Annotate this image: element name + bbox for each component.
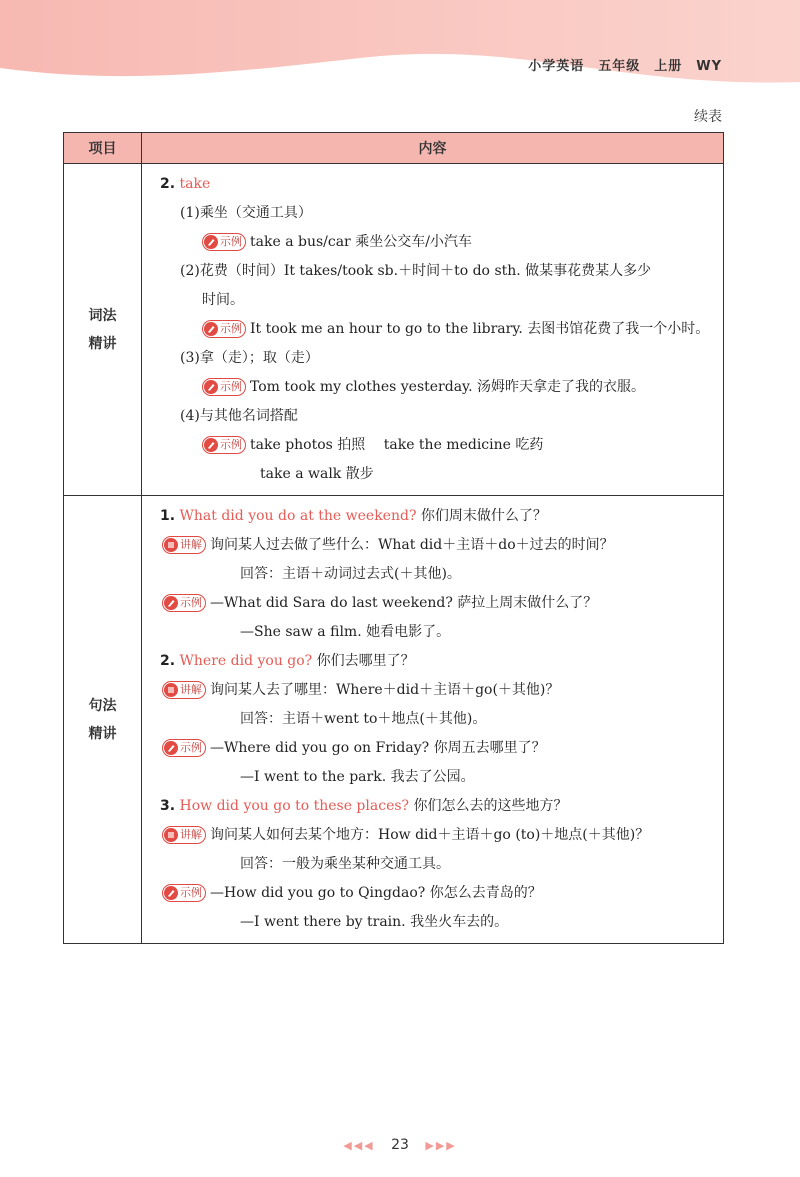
example-badge: 示例 (202, 378, 246, 396)
explain-line (160, 531, 717, 560)
translation: 你们怎么去的这些地方？ (413, 798, 568, 814)
explain-line (160, 821, 717, 850)
category-text: 句法 (88, 697, 117, 714)
table-header-row (64, 133, 724, 164)
example-line (160, 228, 717, 257)
explain-line (160, 676, 717, 705)
example-line (160, 373, 717, 402)
translation: 你们周末做什么了？ (420, 508, 547, 524)
pencil-icon (164, 886, 178, 900)
example-text: —What did Sara do last weekend? 萨拉上周末做什么了？ (210, 595, 598, 611)
pencil-icon (164, 741, 178, 755)
item-number: 1. (160, 508, 176, 524)
sentence-row (64, 496, 724, 944)
grade: 五年级 (598, 59, 641, 74)
explain-text: 询问某人过去做了些什么：What did＋主语＋do＋过去的时间？ (210, 537, 614, 553)
key-sentence: How did you go to these places? (179, 798, 410, 814)
sense-label: (4)与其他名词搭配 (180, 408, 298, 424)
category-text: 精讲 (88, 335, 117, 352)
example-badge: 示例 (162, 739, 206, 757)
edition: WY (696, 59, 722, 74)
key-sentence: What did you do at the weekend? (179, 508, 417, 524)
pencil-icon (164, 596, 178, 610)
example-line (160, 734, 717, 763)
vocab-content (142, 164, 724, 496)
answer-text: 回答：一般为乘坐某种交通工具。 (240, 856, 450, 872)
col-content-header: 内容 (142, 133, 724, 164)
explain-badge: 讲解 (162, 536, 206, 554)
answer-text: 回答：主语＋动词过去式(＋其他)。 (240, 566, 461, 582)
content-table (63, 132, 724, 944)
example-line (160, 879, 717, 908)
example-line (160, 589, 717, 618)
example-badge: 示例 (162, 884, 206, 902)
example-text: take a bus/car 乘坐公交车/小汽车 (250, 234, 472, 250)
lines-icon (164, 828, 178, 842)
lines-icon (164, 538, 178, 552)
example-line (160, 431, 717, 460)
example-text: take a walk 散步 (260, 466, 374, 482)
subject: 小学英语 (528, 59, 585, 74)
example-badge: 示例 (202, 436, 246, 454)
sentence-content (142, 496, 724, 944)
sense-label: (1)乘坐（交通工具） (180, 205, 312, 221)
continued-label: 续表 (694, 109, 722, 125)
translation: 你们去哪里了？ (316, 653, 415, 669)
right-arrows-icon: ▶▶▶ (425, 1139, 457, 1152)
example-text: —I went there by train. 我坐火车去的。 (240, 914, 509, 930)
category-text: 词法 (88, 307, 117, 324)
example-badge: 示例 (202, 320, 246, 338)
example-text: —Where did you go on Friday? 你周五去哪里了？ (210, 740, 546, 756)
sense-label-cont: 时间。 (202, 292, 244, 308)
item-number: 2. (160, 176, 176, 192)
col-item-header: 项目 (64, 133, 142, 164)
example-text: —She saw a film. 她看电影了。 (240, 624, 451, 640)
sense-label: (2)花费（时间）It takes/took sb.＋时间＋to do sth. 做某事花费某人多少 (180, 263, 652, 279)
explain-badge: 讲解 (162, 681, 206, 699)
explain-text: 询问某人去了哪里：Where＋did＋主语＋go(＋其他)？ (210, 682, 560, 698)
example-text: —How did you go to Qingdao? 你怎么去青岛的？ (210, 885, 542, 901)
lines-icon (164, 683, 178, 697)
example-badge: 示例 (202, 233, 246, 251)
answer-text: 回答：主语＋went to＋地点(＋其他)。 (240, 711, 487, 727)
category-text: 精讲 (88, 725, 117, 742)
example-badge: 示例 (162, 594, 206, 612)
header-banner (0, 0, 800, 95)
vocab-category (64, 164, 142, 496)
pencil-icon (204, 322, 218, 336)
example-text: Tom took my clothes yesterday. 汤姆昨天拿走了我的衣服。 (250, 379, 646, 395)
page-number: 23 (391, 1137, 409, 1153)
sense-label: (3)拿（走）；取（走） (180, 350, 319, 366)
example-text: —I went to the park. 我去了公园。 (240, 769, 475, 785)
volume: 上册 (654, 59, 683, 74)
item-number: 3. (160, 798, 176, 814)
pencil-icon (204, 235, 218, 249)
explain-badge: 讲解 (162, 826, 206, 844)
example-text: take photos 拍照 take the medicine 吃药 (250, 437, 544, 453)
key-sentence: Where did you go? (179, 653, 313, 669)
keyword: take (179, 176, 211, 192)
page-footer (0, 1137, 800, 1153)
left-arrows-icon: ◀◀◀ (343, 1139, 375, 1152)
pencil-icon (204, 380, 218, 394)
item-number: 2. (160, 653, 176, 669)
example-text: It took me an hour to go to the library. 去图书馆花费了我一个小时。 (250, 321, 710, 337)
book-info (514, 55, 722, 74)
sentence-category (64, 496, 142, 944)
example-line (160, 315, 717, 344)
pencil-icon (204, 438, 218, 452)
vocab-row (64, 164, 724, 496)
explain-text: 询问某人如何去某个地方：How did＋主语＋go (to)＋地点(＋其他)？ (210, 827, 650, 843)
